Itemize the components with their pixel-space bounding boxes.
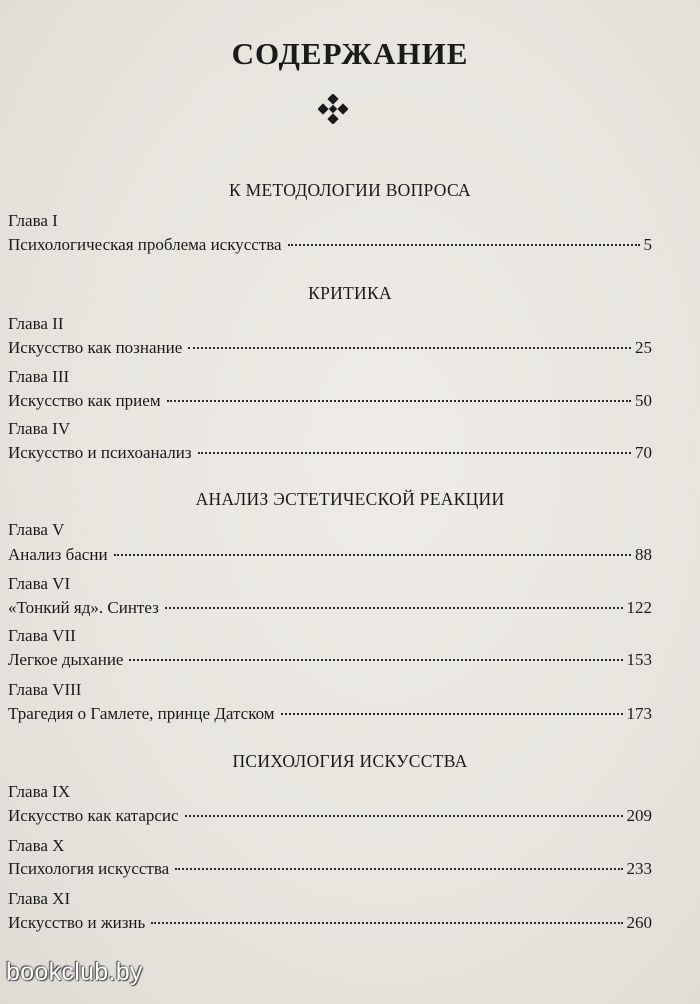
section-heading: АНАЛИЗ ЭСТЕТИЧЕСКОЙ РЕАКЦИИ bbox=[195, 489, 505, 509]
entry-title: Искусство и психоанализ bbox=[8, 443, 192, 462]
toc-entry[interactable] bbox=[8, 650, 652, 670]
page-number: 173 bbox=[626, 704, 652, 723]
toc-entry[interactable] bbox=[8, 545, 652, 565]
page-number: 50 bbox=[635, 391, 652, 410]
page-number: 122 bbox=[626, 598, 652, 617]
section-heading: К МЕТОДОЛОГИИ ВОПРОСА bbox=[229, 180, 471, 200]
page-number: 233 bbox=[626, 859, 652, 878]
entry-title: Искусство и жизнь bbox=[8, 913, 146, 932]
dot-leader bbox=[185, 815, 623, 817]
entry-title: Трагедия о Гамлете, принце Датском bbox=[8, 704, 275, 723]
dot-leader bbox=[151, 922, 622, 924]
dot-leader bbox=[188, 347, 631, 349]
toc-entry[interactable] bbox=[8, 598, 652, 618]
entry-title: Анализ басни bbox=[8, 545, 108, 564]
page-number: 70 bbox=[635, 443, 652, 462]
toc-entry[interactable] bbox=[8, 859, 652, 879]
entry-title: Искусство как катарсис bbox=[8, 806, 179, 825]
entry-title: Психология искусства bbox=[8, 859, 170, 878]
entry-title: Искусство как прием bbox=[8, 391, 161, 410]
dot-leader bbox=[167, 400, 631, 402]
chapter-label: Глава VI bbox=[8, 574, 71, 593]
toc-entry[interactable] bbox=[8, 704, 652, 724]
dot-leader bbox=[114, 554, 631, 556]
dot-leader bbox=[281, 713, 623, 715]
section-heading: ПСИХОЛОГИЯ ИСКУССТВА bbox=[232, 751, 468, 771]
diamond-ornament-icon bbox=[318, 94, 348, 124]
page-number: 25 bbox=[635, 338, 652, 357]
watermark: bookclub.by bbox=[6, 958, 143, 986]
dot-leader bbox=[165, 607, 623, 609]
entry-title: «Тонкий яд». Синтез bbox=[8, 598, 159, 617]
toc-entry[interactable] bbox=[8, 391, 652, 411]
chapter-label: Глава IV bbox=[8, 419, 71, 438]
page-number: 260 bbox=[626, 913, 652, 932]
entry-title: Искусство как познание bbox=[8, 338, 183, 357]
section-heading: КРИТИКА bbox=[308, 283, 392, 303]
chapter-label: Глава V bbox=[8, 520, 65, 539]
dot-leader bbox=[129, 659, 622, 661]
chapter-label: Глава VIII bbox=[8, 680, 82, 699]
entry-title: Психологическая проблема искусства bbox=[8, 235, 282, 254]
toc-entry[interactable] bbox=[8, 235, 652, 255]
toc-entry[interactable] bbox=[8, 913, 652, 933]
chapter-label: Глава I bbox=[8, 211, 58, 230]
dot-leader bbox=[175, 868, 622, 870]
toc-entry[interactable] bbox=[8, 338, 652, 358]
chapter-label: Глава XI bbox=[8, 889, 71, 908]
dot-leader bbox=[198, 452, 631, 454]
chapter-label: Глава VII bbox=[8, 626, 76, 645]
page-number: 209 bbox=[626, 806, 652, 825]
chapter-label: Глава III bbox=[8, 367, 70, 386]
toc-entry[interactable] bbox=[8, 443, 652, 463]
page-title: СОДЕРЖАНИЕ bbox=[231, 36, 469, 71]
toc-entry[interactable] bbox=[8, 806, 652, 826]
dot-leader bbox=[288, 244, 640, 246]
entry-title: Легкое дыхание bbox=[8, 650, 124, 669]
chapter-label: Глава IX bbox=[8, 782, 71, 801]
chapter-label: Глава X bbox=[8, 836, 65, 855]
page-number: 88 bbox=[635, 545, 652, 564]
page-number: 153 bbox=[626, 650, 652, 669]
chapter-label: Глава II bbox=[8, 314, 64, 333]
page-number: 5 bbox=[643, 235, 652, 254]
